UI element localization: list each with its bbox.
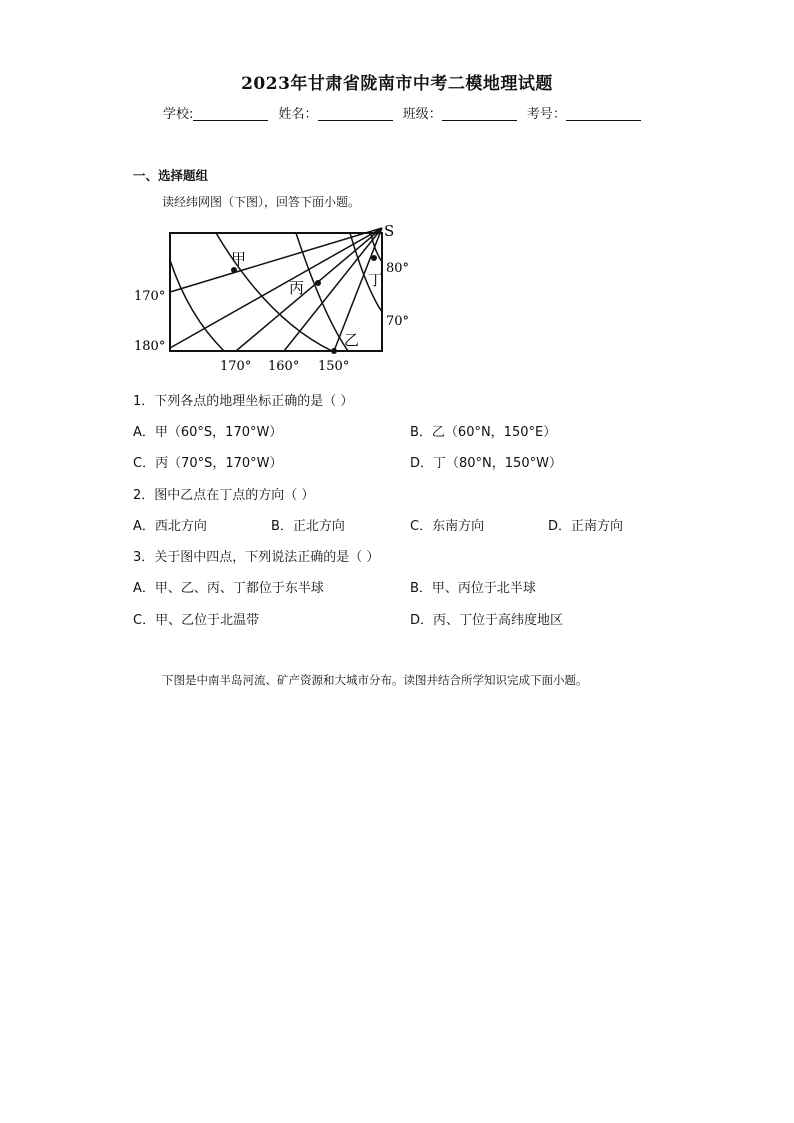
jia-label: 甲: [231, 250, 247, 268]
class-field[interactable]: [403, 103, 519, 122]
section-heading: 一、选择题组: [133, 168, 209, 183]
pole-label: S: [384, 222, 395, 240]
yi-label: 乙: [344, 331, 360, 349]
lat-label-80: 80°: [386, 261, 410, 276]
exam-number-field[interactable]: [527, 103, 643, 122]
lon-label-170: 170°: [220, 359, 252, 374]
q2-option-b[interactable]: B．正北方向: [271, 519, 345, 534]
question-2-stem: 2．图中乙点在丁点的方向（ ）: [133, 488, 315, 503]
q3-option-d[interactable]: D．丙、丁位于高纬度地区: [410, 613, 564, 628]
q2-option-a[interactable]: A．西北方向: [133, 519, 207, 534]
lat-label-180: 180°: [134, 339, 166, 354]
q1-option-b[interactable]: B．乙（60°N，150°E）: [410, 425, 557, 440]
school-field[interactable]: [163, 103, 270, 122]
lat-lon-grid-svg: [128, 220, 418, 375]
q2-option-c[interactable]: C．东南方向: [410, 519, 485, 534]
meridian-line: [236, 228, 382, 351]
student-info-row: [163, 103, 647, 122]
name-field[interactable]: [279, 103, 395, 122]
meridian-line: [170, 228, 382, 292]
name-blank[interactable]: [318, 107, 393, 121]
class-label: 班级：: [402, 107, 442, 122]
q3-option-b[interactable]: B．甲、丙位于北半球: [410, 581, 536, 596]
ding-label: 丁: [368, 271, 384, 289]
name-label: 姓名：: [278, 107, 318, 122]
lon-label-150: 150°: [318, 359, 350, 374]
q3-option-c[interactable]: C．甲、乙位于北温带: [133, 613, 260, 628]
q1-option-c[interactable]: C．丙（70°S，170°W）: [133, 456, 283, 471]
meridian-line: [170, 228, 382, 348]
q3-option-a[interactable]: A．甲、乙、丙、丁都位于东半球: [133, 581, 324, 596]
section-intro: 读经纬网图（下图），回答下面小题。: [162, 195, 361, 209]
q2-option-d[interactable]: D．正南方向: [548, 519, 624, 534]
bing-label: 丙: [289, 279, 305, 297]
parallel-arc: [170, 260, 224, 351]
q1-option-a[interactable]: A．甲（60°S，170°W）: [133, 425, 283, 440]
point-yi: [331, 348, 337, 354]
q1-option-d[interactable]: D．丁（80°N，150°W）: [410, 456, 562, 471]
lon-label-160: 160°: [268, 359, 300, 374]
exam-number-label: 考号：: [526, 107, 566, 122]
school-label: 学校:: [163, 107, 194, 122]
lat-label-170: 170°: [134, 289, 166, 304]
point-ding: [371, 255, 377, 261]
exam-number-blank[interactable]: [566, 107, 641, 121]
school-blank[interactable]: [193, 107, 268, 121]
lat-label-70: 70°: [386, 314, 410, 329]
lat-lon-grid-figure: [128, 220, 418, 375]
next-section-intro: 下图是中南半岛河流、矿产资源和大城市分布。读图并结合所学知识完成下面小题。: [162, 673, 588, 687]
question-1-stem: 1．下列各点的地理坐标正确的是（ ）: [133, 394, 354, 409]
class-blank[interactable]: [442, 107, 517, 121]
point-bing: [315, 280, 321, 286]
exam-title: 2023年甘肃省陇南市中考二模地理试题: [241, 74, 553, 94]
question-3-stem: 3．关于图中四点，下列说法正确的是（ ）: [133, 550, 380, 565]
